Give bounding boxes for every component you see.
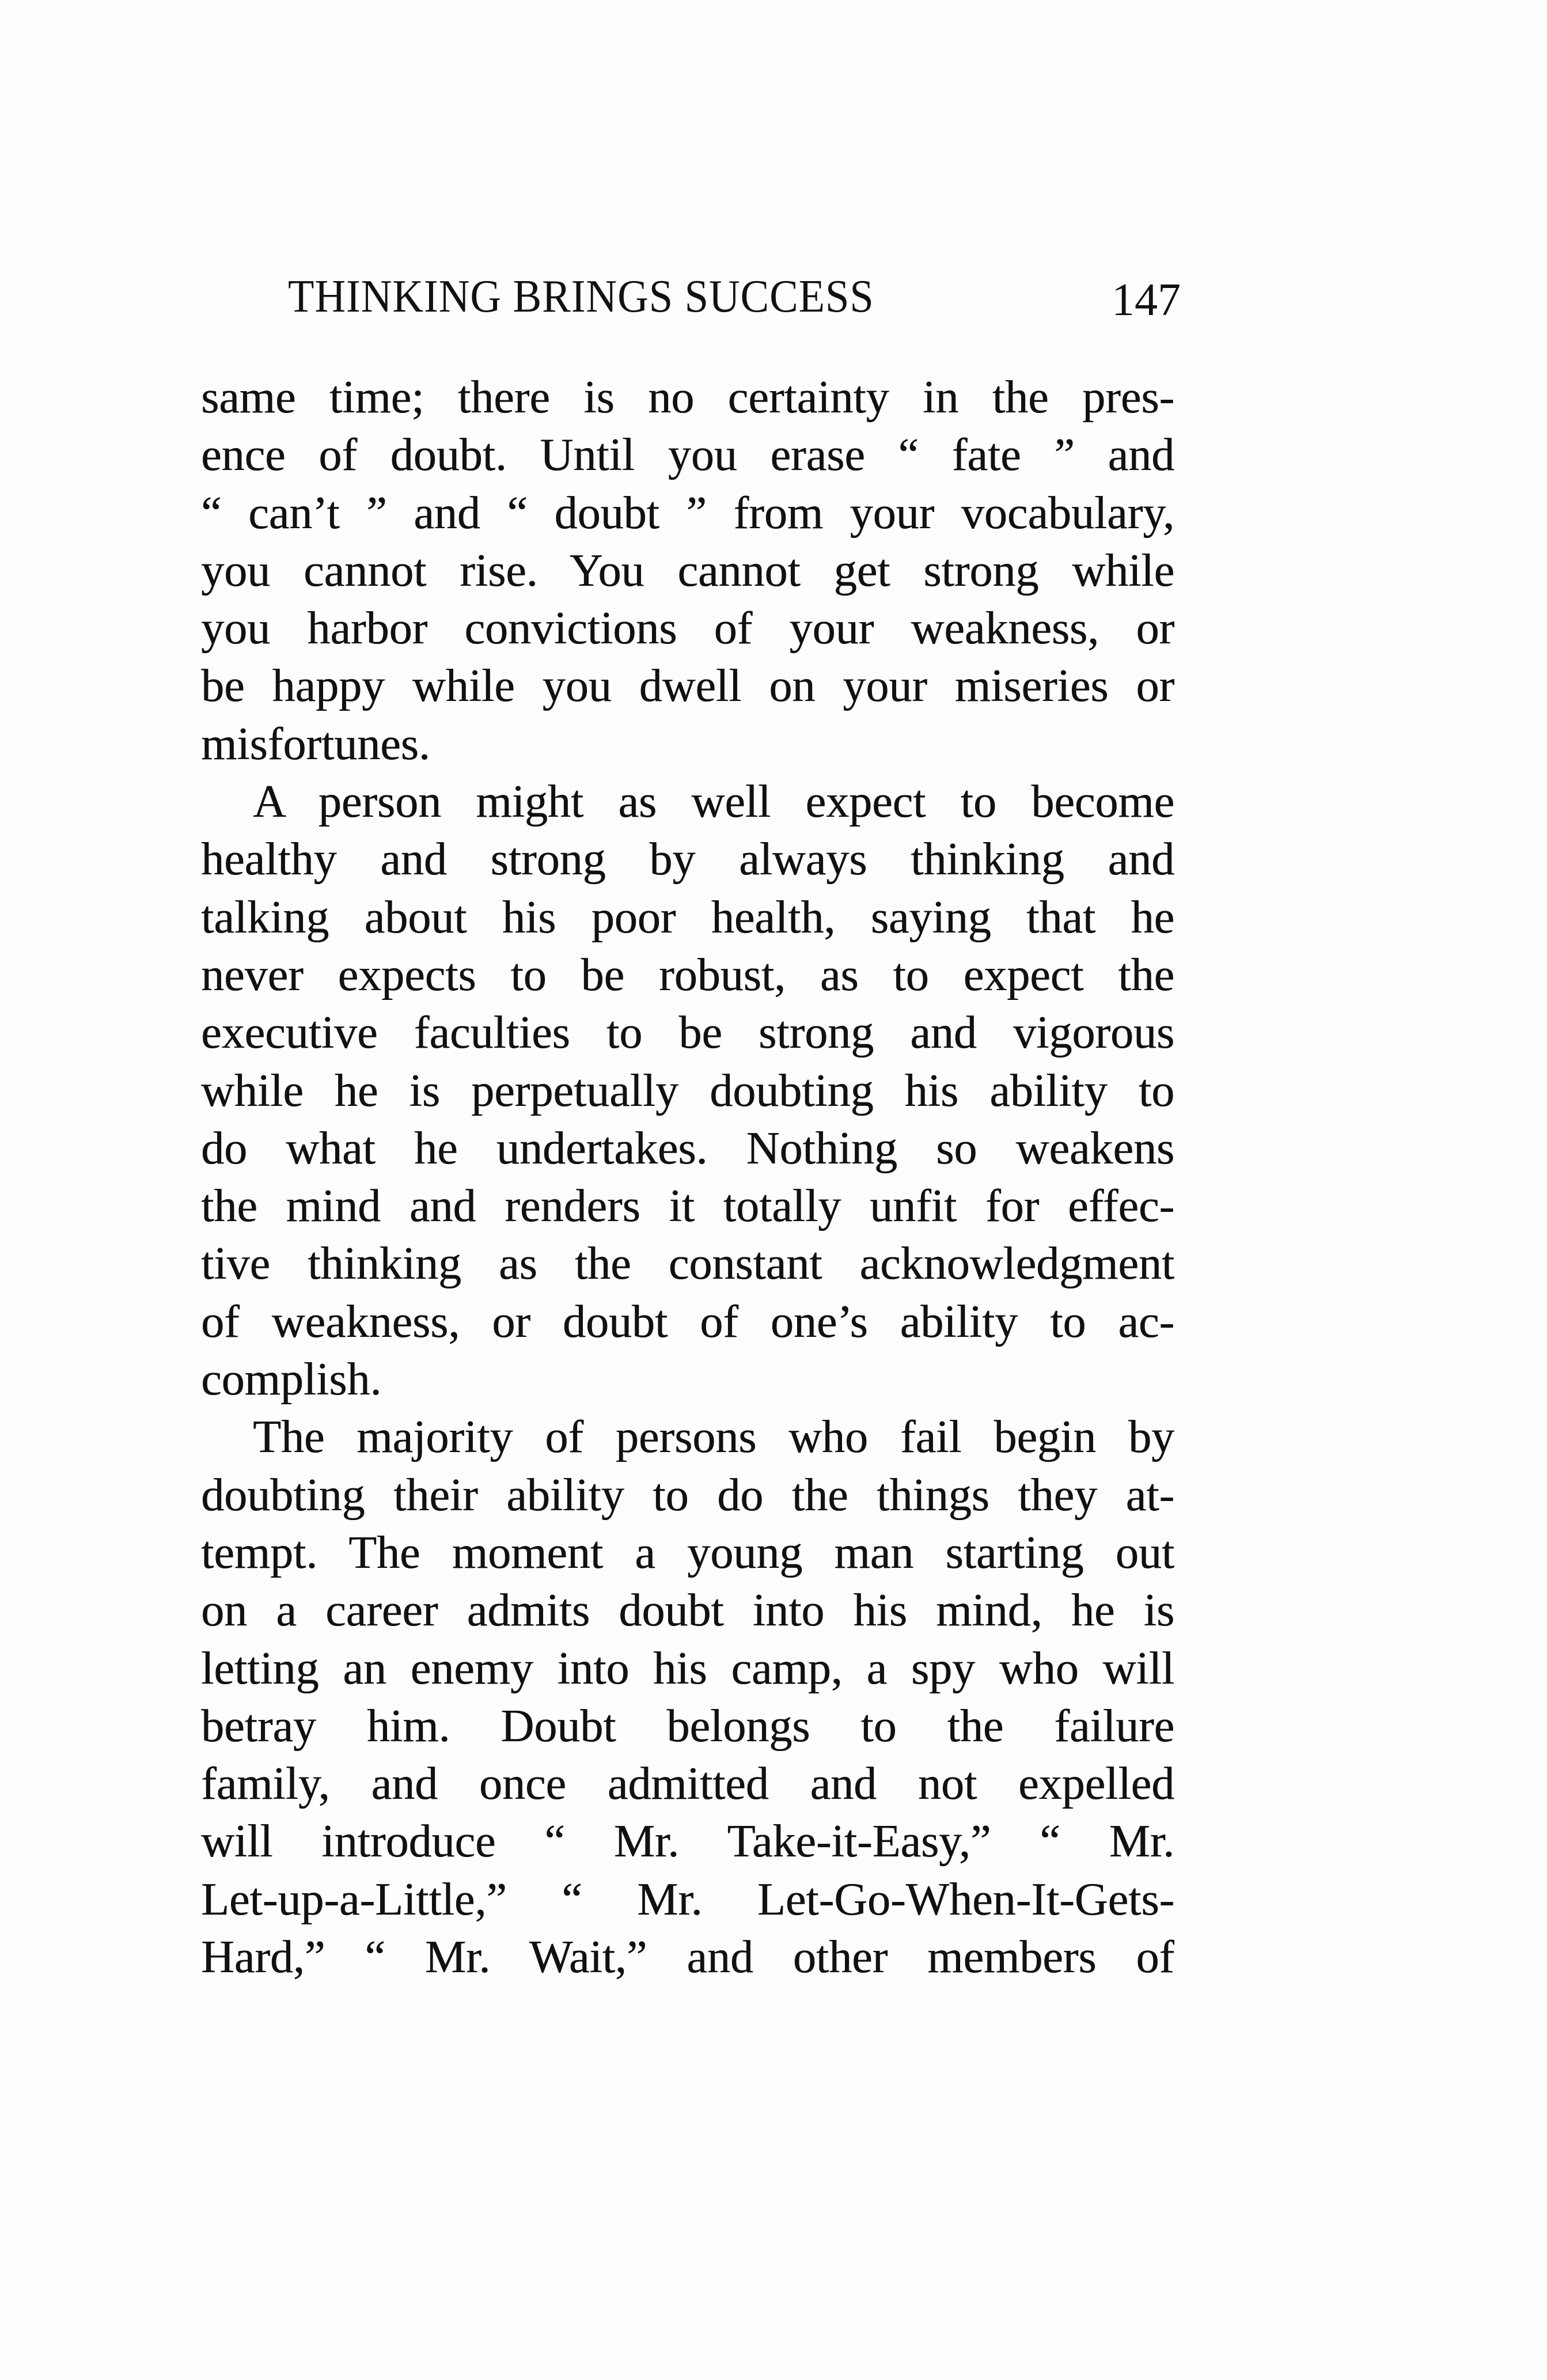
text-line: be happy while you dwell on your miseries or bbox=[201, 661, 1174, 712]
text-line: while he is perpetually doubting his ability to bbox=[201, 1065, 1174, 1116]
body-text bbox=[201, 369, 1174, 1986]
chapter-title: THINKING BRINGS SUCCESS bbox=[288, 271, 874, 322]
text-line: healthy and strong by always thinking and bbox=[201, 834, 1174, 885]
text-line: tive thinking as the constant acknowledgment bbox=[201, 1238, 1174, 1290]
text-line: tempt. The moment a young man starting out bbox=[201, 1527, 1174, 1578]
text-line: misfortunes. bbox=[201, 718, 430, 770]
text-line: family, and once admitted and not expelled bbox=[201, 1759, 1174, 1810]
running-header bbox=[288, 271, 1181, 323]
text-line: ence of doubt. Until you erase “ fate ” and bbox=[201, 430, 1174, 481]
text-line: betray him. Doubt belongs to the failure bbox=[201, 1700, 1174, 1752]
text-line: on a career admits doubt into his mind, he is bbox=[201, 1585, 1174, 1636]
page-number: 147 bbox=[1112, 275, 1181, 325]
text-line: Let-up-a-Little,” “ Mr. Let-Go-When-It-Gets- bbox=[201, 1874, 1174, 1925]
text-line: complish. bbox=[201, 1354, 382, 1405]
text-line: of weakness, or doubt of one’s ability to ac- bbox=[201, 1296, 1174, 1347]
text-line: executive faculties to be strong and vigorous bbox=[201, 1007, 1174, 1059]
text-line: do what he undertakes. Nothing so weakens bbox=[201, 1123, 1174, 1174]
text-line: Hard,” “ Mr. Wait,” and other members of bbox=[201, 1932, 1174, 1983]
text-line: doubting their ability to do the things they at- bbox=[201, 1469, 1174, 1521]
text-line: you cannot rise. You cannot get strong while bbox=[201, 545, 1174, 596]
text-line: “ can’t ” and “ doubt ” from your vocabulary, bbox=[201, 487, 1174, 539]
text-line: will introduce “ Mr. Take-it-Easy,” “ Mr. bbox=[201, 1816, 1174, 1867]
paragraph-start-line: A person might as well expect to become bbox=[253, 776, 1174, 828]
text-line: letting an enemy into his camp, a spy who will bbox=[201, 1643, 1174, 1694]
text-line: the mind and renders it totally unfit for effec- bbox=[201, 1181, 1174, 1232]
text-line: never expects to be robust, as to expect the bbox=[201, 949, 1174, 1000]
paragraph-start-line: The majority of persons who fail begin by bbox=[253, 1412, 1174, 1463]
text-line: same time; there is no certainty in the pres- bbox=[201, 372, 1174, 423]
text-line: you harbor convictions of your weakness, or bbox=[201, 603, 1174, 654]
text-line: talking about his poor health, saying that he bbox=[201, 892, 1174, 943]
